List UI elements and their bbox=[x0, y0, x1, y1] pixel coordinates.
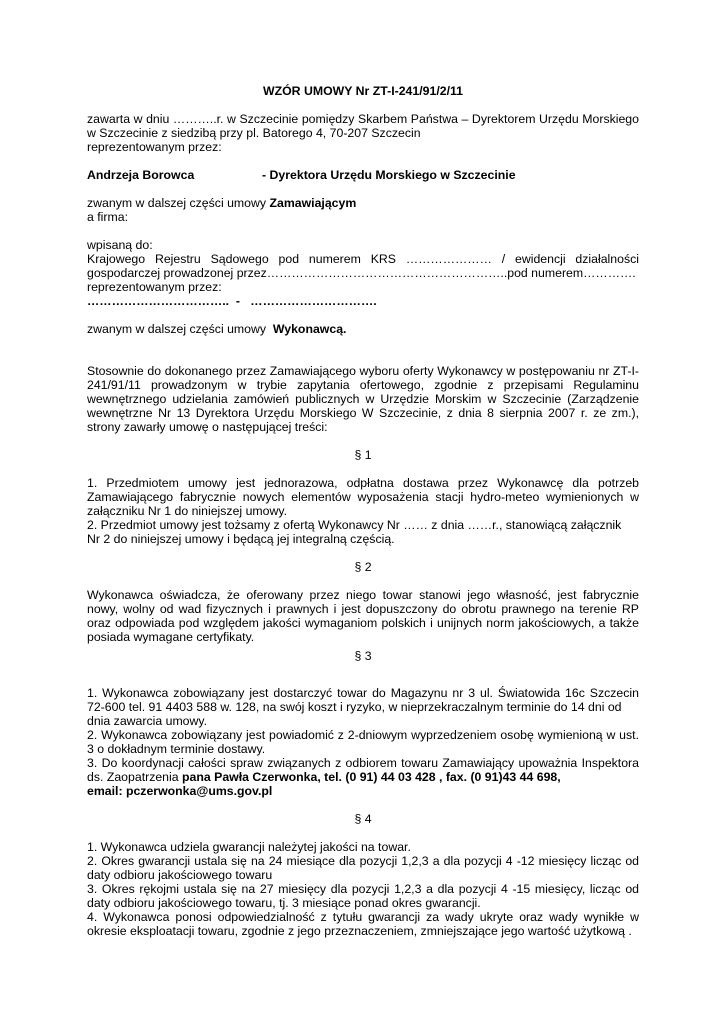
section-3-contact: pana Pawła Czerwonka, tel. (0 91) 44 03 428 , fax. (0 91)43 44 698, bbox=[182, 770, 561, 784]
section-3-paragraph-1a: 1. Wykonawca zobowiązany jest dostarczyć towar do Magazynu nr 3 ul. Światowida 16c Szczecin bbox=[87, 686, 639, 700]
section-1-paragraph-1: 1. Przedmiotem umowy jest jednorazowa, odpłatna dostawa przez Wykonawcę dla potrzeb Zamawiającego fabrycznie nowych elementów wyposażenia stacji hydro-meteo wymienionych w załączniku Nr 1 do niniejszej umowy. bbox=[87, 476, 639, 518]
section-4-paragraph-4: 4. Wykonawca ponosi odpowiedzialność z tytułu gwarancji za wady ukryte oraz wady wynikłe w okresie eksploatacji towaru, zgodnie z jego przeznaczeniem, zmniejszające jego wartość użytkową . bbox=[87, 910, 639, 938]
wykonawca-prefix: zwanym w dalszej części umowy bbox=[87, 322, 273, 336]
contract-document bbox=[87, 84, 639, 938]
section-4-paragraph-3: 3. Okres rękojmi ustala się na 27 miesięcy dla pozycji 1,2,3 a dla pozycji 4 -15 miesięcy, licząc od daty odbioru jakościowego towaru, tj. 3 miesiące ponad okres gwarancji. bbox=[87, 882, 639, 910]
wykonawca-term: Wykonawcą. bbox=[272, 322, 347, 336]
intro-line-2: w Szczecinie z siedzibą przy pl. Batorego 4, 70-207 Szczecin bbox=[87, 126, 421, 140]
document-title: WZÓR UMOWY Nr ZT-I-241/91/2/11 bbox=[263, 84, 463, 98]
zamawiajacy-term: Zamawiającym bbox=[269, 196, 357, 210]
section-4-paragraph-1: 1. Wykonawca udziela gwarancji należytej jakości na towar. bbox=[87, 840, 411, 854]
zamawiajacy-prefix: zwanym w dalszej części umowy bbox=[87, 196, 270, 210]
section-3-heading: § 3 bbox=[354, 649, 372, 663]
section-1-heading: § 1 bbox=[354, 448, 372, 462]
section-3-email: email: pczerwonka@ums.gov.pl bbox=[87, 784, 273, 798]
section-3-paragraph-1c: dnia zawarcia umowy. bbox=[87, 714, 208, 728]
section-3-paragraph-2: 2. Wykonawca zobowiązany jest powiadomić z 2-dniowym wyprzedzeniem osobę wymienioną w ust. 3 o dokładnym terminie dostawy. bbox=[87, 728, 639, 756]
preamble: Stosownie do dokonanego przez Zamawiającego wyboru oferty Wykonawcy w postępowaniu nr ZT-I-241/91/11 prowadzonym w trybie zapytania ofertowego, zgodnie z przepisami Regulaminu wewnętrznego udzielania zamówień publicznych w Urzędzie Morskim w Szczecinie (Zarządzenie wewnętrzne Nr 13 Dyrektora Urzędu Morskiego W Szczecinie, z dnia 8 sierpnia 2007 r. ze zm.), strony zawarły umowę o następującej treści: bbox=[87, 364, 639, 434]
section-2-heading: § 2 bbox=[354, 560, 372, 574]
representative-role: - Dyrektora Urzędu Morskiego w Szczecinie bbox=[262, 168, 516, 182]
section-3-paragraph-3-text: 3. Do koordynacji całości spraw związanych z odbiorem towaru Zamawiający upoważnia Inspektora ds. Zaopatrzenia bbox=[87, 756, 639, 784]
intro-line-1: zawarta w dniu ………..r. w Szczecinie pomiędzy Skarbem Państwa – Dyrektorem Urzędu Morskiego bbox=[87, 112, 639, 126]
contractor-rep-placeholder: …………………………….. - …………………………. bbox=[87, 294, 377, 308]
section-3-paragraph-1b: 72-600 tel. 91 4403 588 w. 128, na swój koszt i ryzyko, w nieprzekraczalnym terminie do 14 dni od bbox=[87, 700, 622, 714]
krs-line-1: Krajowego Rejestru Sądowego pod numerem KRS ………………… / ewidencji działalności bbox=[87, 252, 639, 266]
intro-line-3: reprezentowanym przez: bbox=[87, 140, 222, 154]
representative-row bbox=[87, 168, 639, 182]
wpisana-line: wpisaną do: bbox=[87, 238, 153, 252]
section-3-paragraph-3 bbox=[87, 756, 639, 784]
section-4-heading: § 4 bbox=[354, 812, 372, 826]
section-1-paragraph-2b: Nr 2 do niniejszej umowy i będącą jej integralną częścią. bbox=[87, 532, 395, 546]
zamawiajacy-line bbox=[87, 196, 639, 210]
section-4-paragraph-2: 2. Okres gwarancji ustala się na 24 miesiące dla pozycji 1,2,3 a dla pozycji 4 -12 miesięcy licząc od daty odbioru jakościowego towaru bbox=[87, 854, 639, 882]
section-2-paragraph-1: Wykonawca oświadcza, że oferowany przez niego towar stanowi jego własność, jest fabrycznie nowy, wolny od wad fizycznych i prawnych i jest dopuszczony do obrotu prawnego na terenie RP oraz odpowiada pod względem jakości wymaganiom polskich i unijnych norm jakościowych, a także posiada wymagane certyfikaty. bbox=[87, 588, 639, 644]
section-1-paragraph-2a: 2. Przedmiot umowy jest tożsamy z ofertą Wykonawcy Nr …… z dnia ……r., stanowiącą załącznik bbox=[87, 518, 622, 532]
krs-line-2: gospodarczej prowadzonej przez…………………………………………………..pod numerem…………. bbox=[87, 266, 636, 280]
wykonawca-line bbox=[87, 322, 639, 336]
contractor-rep-line: reprezentowanym przez: bbox=[87, 280, 222, 294]
representative-name: Andrzeja Borowca bbox=[87, 168, 195, 182]
firma-line: a firma: bbox=[87, 210, 128, 224]
